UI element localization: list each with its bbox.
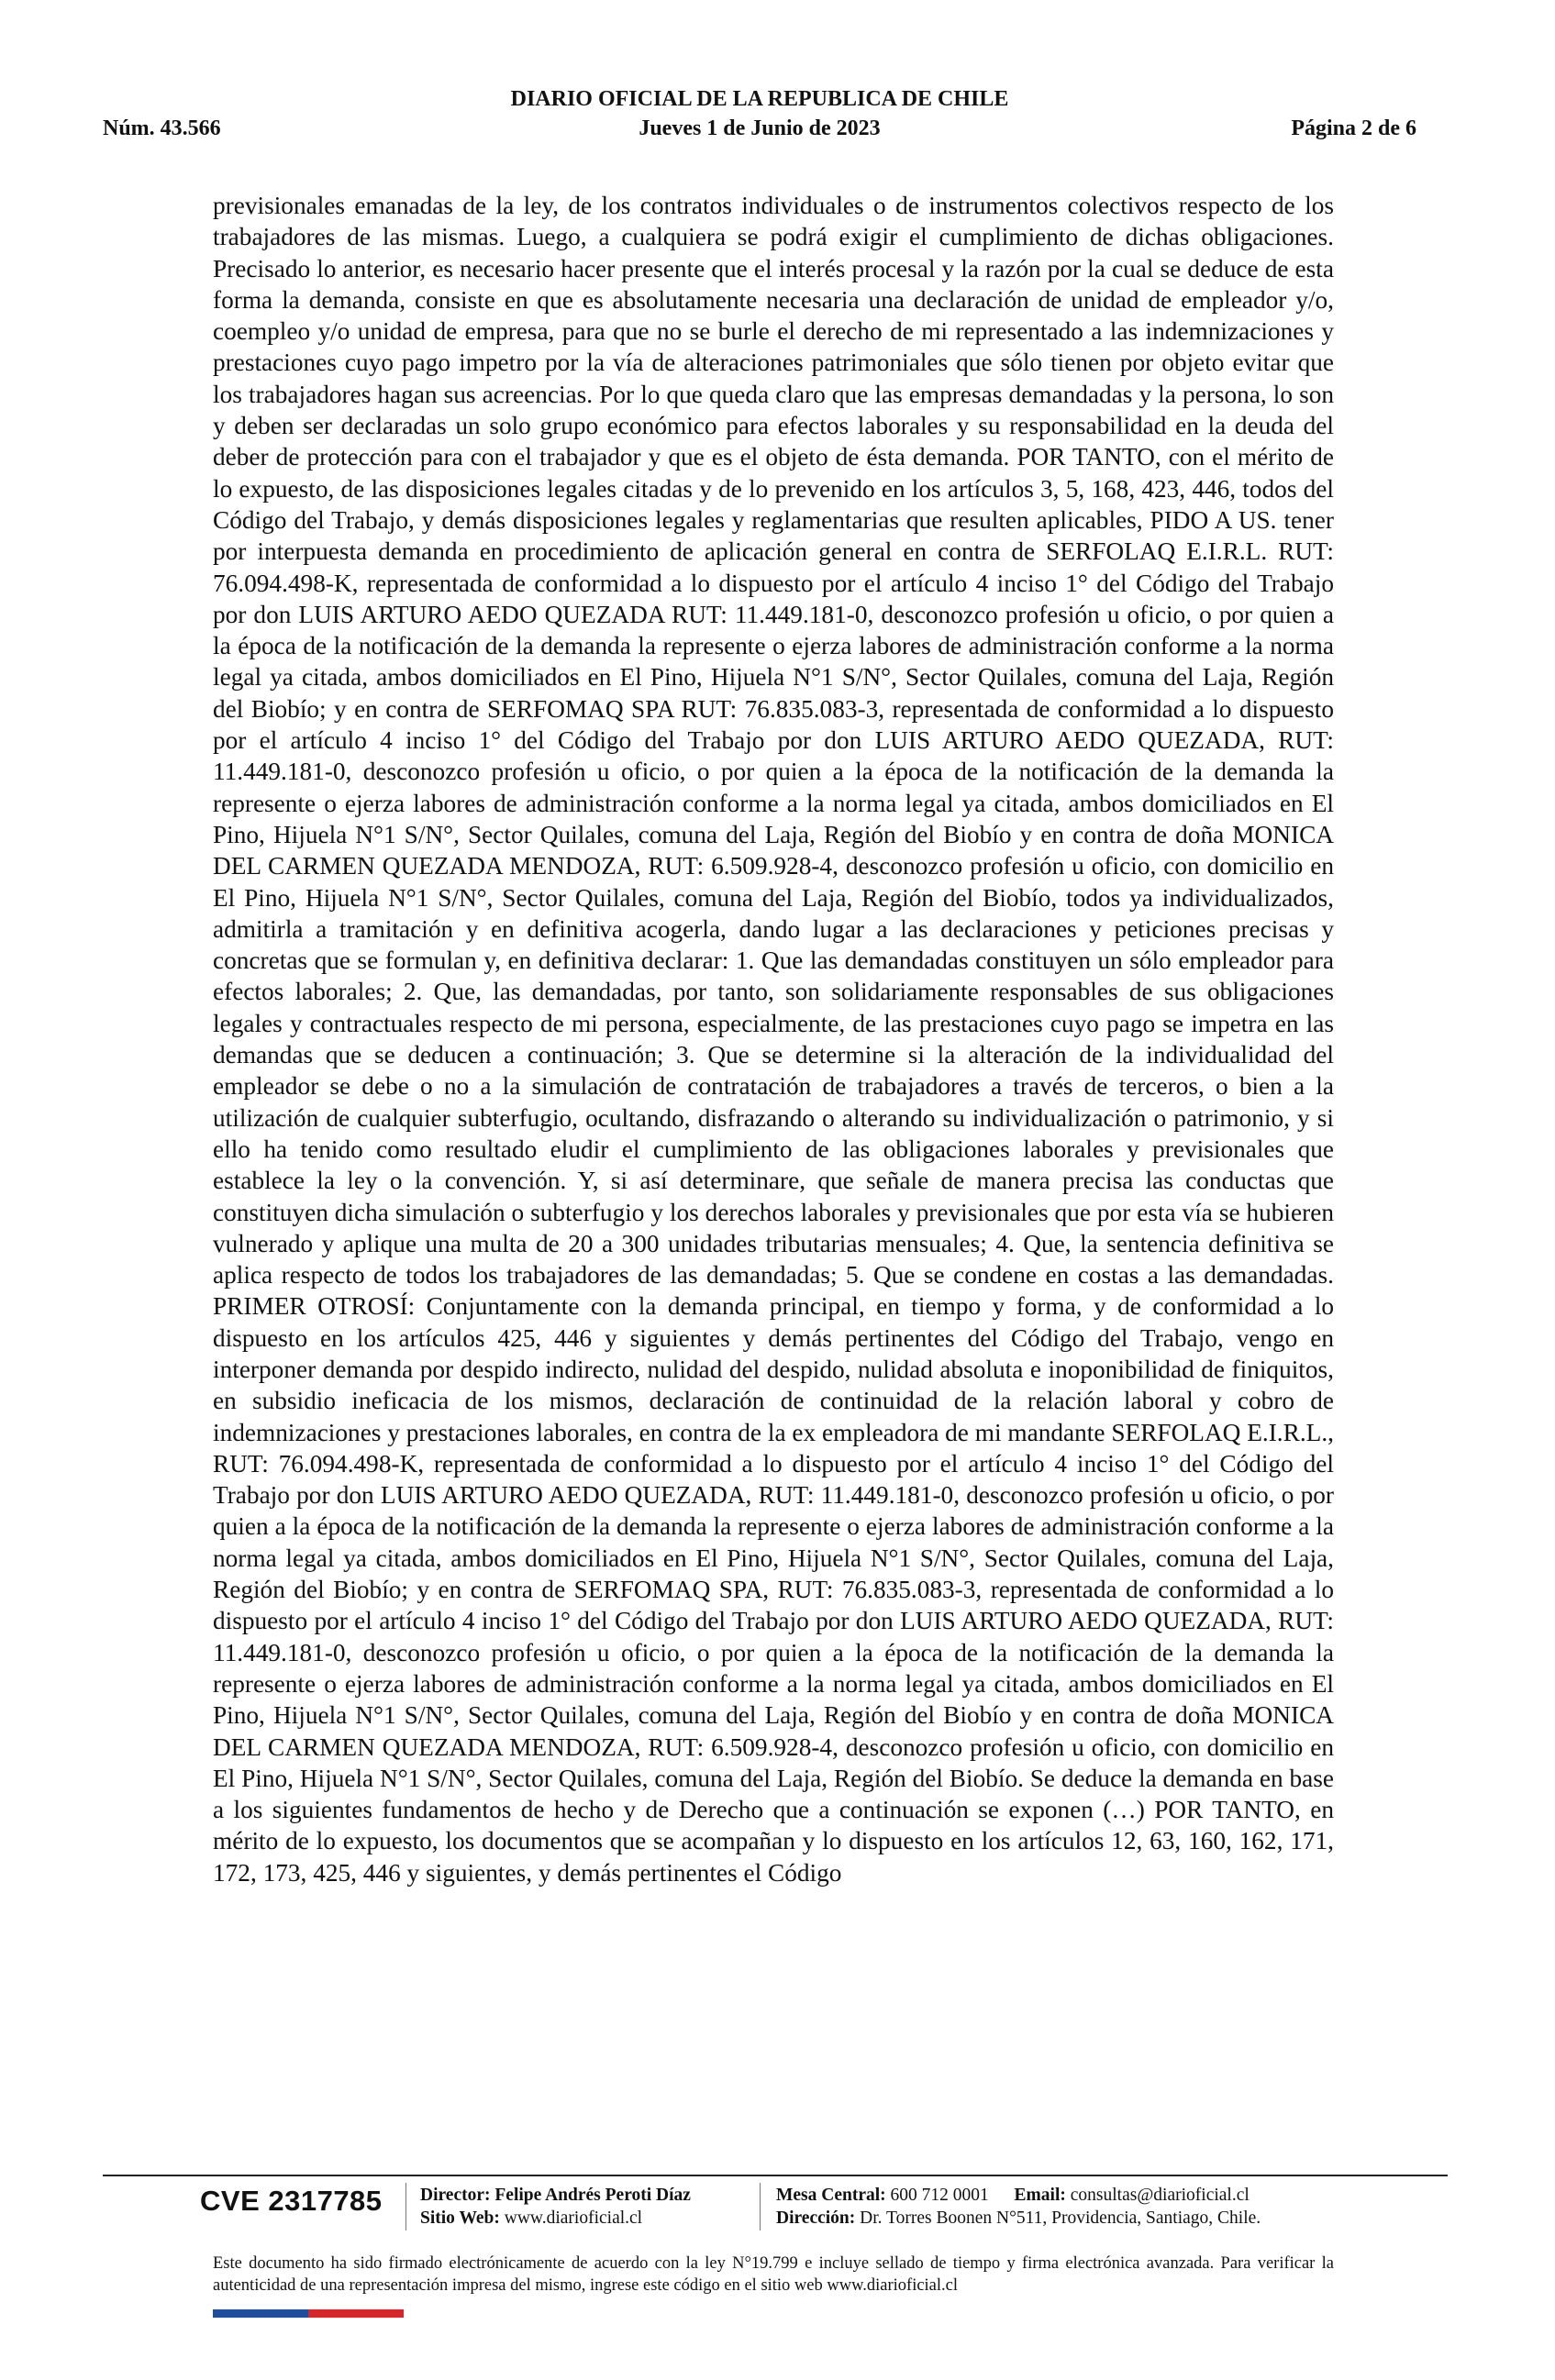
email-link[interactable]: consultas@diarioficial.cl (1070, 2186, 1250, 2205)
mesa-phone: 600 712 0001 (890, 2186, 989, 2205)
director-name: Felipe Andrés Peroti Díaz (494, 2186, 691, 2205)
website-link[interactable]: www.diarioficial.cl (504, 2208, 643, 2228)
contact-line (776, 2186, 1250, 2206)
director-label: Director: (420, 2186, 491, 2205)
director-line (420, 2186, 691, 2206)
flag-blue-segment (213, 2309, 308, 2318)
website-line (420, 2208, 642, 2229)
website-label: Sitio Web: (420, 2208, 500, 2228)
email-label: Email: (1014, 2186, 1066, 2205)
publication-title: DIARIO OFICIAL DE LA REPUBLICA DE CHILE (510, 87, 1009, 111)
footer-divider (103, 2175, 1448, 2176)
address-line (776, 2208, 1261, 2229)
page-indicator: Página 2 de 6 (1291, 116, 1416, 140)
address-value: Dr. Torres Boonen N°511, Providencia, Santiago, Chile. (860, 2208, 1261, 2228)
signature-legal-notice: Este documento ha sido firmado electrónicamente de acuerdo con la ley N°19.799 e incluye sellado de tiempo y firma electrónica avanzada. Para verificar la autenticidad de una representación impresa del mismo, ingrese este código en el sitio web www.diarioficial.cl (213, 2254, 1334, 2295)
flag-red-segment (308, 2309, 404, 2318)
flag-stripe (213, 2309, 404, 2318)
issue-date: Jueves 1 de Junio de 2023 (639, 116, 881, 140)
address-label: Dirección: (776, 2208, 856, 2228)
footer-separator (405, 2183, 406, 2231)
footer-separator (760, 2183, 761, 2231)
mesa-label: Mesa Central: (776, 2186, 886, 2205)
document-body: previsionales emanadas de la ley, de los contratos individuales o de instrumentos colectivos respecto de los trabajadores de las mismas. Luego, a cualquiera se podrá exigir el cumplimiento de dichas obligaciones. Precisado lo anterior, es necesario hacer presente que el interés procesal y la razón por la cual se deduce de esta forma la demanda, consiste en que es absolutamente necesaria una declaración de unidad de empleador y/o, coempleo y/o unidad de empresa, para que no se burle el derecho de mi representado a las indemnizaciones y prestaciones cuyo pago impetro por la vía de alteraciones patrimoniales que sólo tienen por objeto evitar que los trabajadores hagan sus acreencias. Por lo que queda claro que las empresas demandadas y la persona, lo son y deben ser declaradas un solo grupo económico para efectos laborales y su responsabilidad en la deuda del deber de protección para con el trabajador y que es el objeto de ésta demanda. POR TANTO, con el mérito de lo expuesto, de las disposiciones legales citadas y de lo prevenido en los artículos 3, 5, 168, 423, 446, todos del Código del Trabajo, y demás disposiciones legales y reglamentarias que resulten aplicables, PIDO A US. tener por interpuesta demanda en procedimiento de aplicación general en contra de SERFOLAQ E.I.R.L. RUT: 76.094.498-K, representada de conformidad a lo dispuesto por el artículo 4 inciso 1° del Código del Trabajo por don LUIS ARTURO AEDO QUEZADA RUT: 11.449.181-0, desconozco profesión u oficio, o por quien a la época de la notificación de la demanda la represente o ejerza labores de administración conforme a la norma legal ya citada, ambos domiciliados en El Pino, Hijuela N°1 S/N°, Sector Quilales, comuna del Laja, Región del Biobío; y en contra de SERFOMAQ SPA RUT: 76.835.083-3, representada de conformidad a lo dispuesto por el artículo 4 inciso 1° del Código del Trabajo por don LUIS ARTURO AEDO QUEZADA, RUT: 11.449.181-0, desconozco profesión u oficio, o por quien a la época de la notificación de la demanda la represente o ejerza labores de administración conforme a la norma legal ya citada, ambos domiciliados en El Pino, Hijuela N°1 S/N°, Sector Quilales, comuna del Laja, Región del Biobío y en contra de doña MONICA DEL CARMEN QUEZADA MENDOZA, RUT: 6.509.928-4, desconozco profesión u oficio, con domicilio en El Pino, Hijuela N°1 S/N°, Sector Quilales, comuna del Laja, Región del Biobío, todos ya individualizados, admitirla a tramitación y en definitiva acogerla, dando lugar a las declaraciones y peticiones precisas y concretas que se formulan y, en definitiva declarar: 1. Que las demandadas constituyen un sólo empleador para efectos laborales; 2. Que, las demandadas, por tanto, son solidariamente responsables de sus obligaciones legales y contractuales respecto de mi persona, especialmente, de las prestaciones cuyo pago se impetra en las demandas que se deducen a continuación; 3. Que se determine si la alteración de la individualidad del empleador se debe o no a la simulación de contratación de trabajadores a través de terceros, o bien a la utilización de cualquier subterfugio, ocultando, disfrazando o alterando su individualización o patrimonio, y si ello ha tenido como resultado eludir el cumplimiento de las obligaciones laborales y previsionales que establece la ley o la convención. Y, si así determinare, que señale de manera precisa las conductas que constituyen dicha simulación o subterfugio y los derechos laborales y previsionales que por esta vía se hubieren vulnerado y aplique una multa de 20 a 300 unidades tributarias mensuales; 4. Que, la sentencia definitiva se aplica respecto de todos los trabajadores de las demandadas; 5. Que se condene en costas a las demandadas. PRIMER OTROSÍ: Conjuntamente con la demanda principal, en tiempo y forma, y de conformidad a lo dispuesto en los artículos 425, 446 y siguientes y demás pertinentes del Código del Trabajo, vengo en interponer demanda por despido indirecto, nulidad del despido, nulidad absoluta e inoponibilidad de finiquitos, en subsidio ineficacia de los mismos, declaración de continuidad de la relación laboral y cobro de indemnizaciones y prestaciones laborales, en contra de la ex empleadora de mi mandante SERFOLAQ E.I.R.L., RUT: 76.094.498-K, representada de conformidad a lo dispuesto por el artículo 4 inciso 1° del Código del Trabajo por don LUIS ARTURO AEDO QUEZADA, RUT: 11.449.181-0, desconozco profesión u oficio, o por quien a la época de la notificación de la demanda la represente o ejerza labores de administración conforme a la norma legal ya citada, ambos domiciliados en El Pino, Hijuela N°1 S/N°, Sector Quilales, comuna del Laja, Región del Biobío; y en contra de SERFOMAQ SPA, RUT: 76.835.083-3, representada de conformidad a lo dispuesto por el artículo 4 inciso 1° del Código del Trabajo por don LUIS ARTURO AEDO QUEZADA, RUT: 11.449.181-0, desconozco profesión u oficio, o por quien a la época de la notificación de la demanda la represente o ejerza labores de administración conforme a la norma legal ya citada, ambos domiciliados en El Pino, Hijuela N°1 S/N°, Sector Quilales, comuna del Laja, Región del Biobío y en contra de doña MONICA DEL CARMEN QUEZADA MENDOZA, RUT: 6.509.928-4, desconozco profesión u oficio, con domicilio en El Pino, Hijuela N°1 S/N°, Sector Quilales, comuna del Laja, Región del Biobío. Se deduce la demanda en base a los siguientes fundamentos de hecho y de Derecho que a continuación se exponen (…) POR TANTO, en mérito de lo expuesto, los documentos que se acompañan y lo dispuesto en los artículos 12, 63, 160, 162, 171, 172, 173, 425, 446 y siguientes, y demás pertinentes el Código (213, 192, 1334, 1887)
page-header (103, 87, 1416, 151)
cve-code: CVE 2317785 (200, 2185, 383, 2217)
issue-number: Núm. 43.566 (103, 116, 221, 140)
